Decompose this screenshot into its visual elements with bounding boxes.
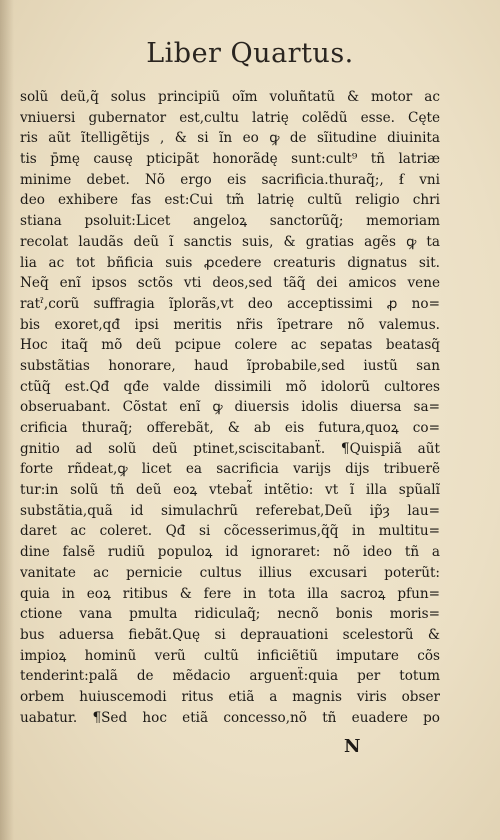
signature-mark: N [344, 736, 361, 757]
text-line: forte rñdeat,ꝙ licet ea sacrificia varijs dijs tribuerẽ [20, 461, 440, 478]
text-line: gnitio ad solũ deũ ptinet,sciscitabanẗ. ¶Quispiã aũt [20, 440, 440, 457]
text-line: daret ac coleret. Qđ si cõcesserimus,q̃q̃ in multitu= [20, 523, 440, 540]
text-block [20, 87, 440, 728]
gutter-shadow [0, 0, 14, 840]
text-line: dine falsẽ rudiũ populoꝝ id ignoraret: nõ ideo tñ a [20, 544, 440, 561]
text-line: impioꝝ hominũ verũ cultũ inficiẽtiũ imputare cõs [20, 647, 440, 664]
text-line: ratˀ,corũ suffragia ĩplorãs,vt deo acceptissimi ꝓ no= [20, 295, 440, 312]
text-line: recolat laudãs deũ ĩ sanctis suis, & gratias agẽs ꝙ ta [20, 233, 440, 250]
text-line: vanitate ac pernicie cultus illius excusari poterũt: [20, 564, 440, 581]
text-line: ctũq̃ est.Qđ qđe valde dissimili mõ idolorũ cultores [20, 378, 440, 395]
text-line: solũ deũ,q̃ solus principiũ oĩm voluñtatũ & motor ac [20, 89, 440, 105]
text-line: vniuersi gubernator est,cultu latrię colẽdũ esse. Cęte [20, 109, 440, 126]
text-line: orbem huiuscemodi ritus etiã a magnis viris obser [20, 688, 440, 705]
text-line: quia in eoꝝ ritibus & fere in tota illa sacroꝝ pfun= [20, 585, 440, 602]
text-line: deo exhibere fas est:Cui tm̃ latrię cultũ religio chri [20, 192, 440, 209]
text-line: obseruabant. Cõstat enĩ ꝙ diuersis idolis diuersa sa= [20, 399, 440, 416]
text-line: tenderint:palã de mẽdacio arguenẗ:quia per totum [20, 668, 440, 685]
text-line: ctione vana pmulta ridiculaq̃; necnõ bonis moris= [20, 606, 440, 623]
text-line: substãtias honorare, haud ĩprobabile,sed iustũ san [20, 357, 440, 374]
text-line: stiana psoluit:Licet angeloꝝ sanctorũq̃; memoriam [20, 213, 440, 230]
text-line: lia ac tot bñficia suis ꝓcedere creaturis dignatus sit. [20, 254, 440, 271]
text-line: Hoc itaq̃ mõ deũ pcipue colere ac sepatas beatasq̃ [20, 337, 440, 354]
text-line: tur:in solũ tñ deũ eoꝝ vtebat̃ intẽtio: vt ĩ illa spũalĩ [20, 482, 440, 499]
text-line: bus aduersa fiebãt.Quę si deprauationi scelestorũ & [20, 626, 440, 643]
text-line: ris aũt ĩtelligẽtijs , & si ĩn eo ꝙ de sĩitudine diuinita [20, 130, 440, 147]
text-line: minime debet. Nõ ergo eis sacrificia.thuraq̃;, ẜ vni [20, 171, 440, 188]
text-line: Neq̃ enĩ ipsos sctõs vti deos,sed tãq̃ dei amicos vene [20, 275, 440, 292]
text-line: crificia thuraq̃; offerebãt, & ab eis futura,quoꝝ co= [20, 420, 440, 436]
running-head: Liber Quartus. [146, 38, 354, 69]
text-line: uabatur. ¶Sed hoc etiã concesso,nõ tñ euadere po [20, 709, 440, 726]
text-line: tis p̄mę causę pticipãt honorãdę sunt:cult⁹ tñ latriæ [20, 151, 440, 168]
text-line: substãtia,quã id simulachrũ referebat,Deũ ip̃ȝ lau= [20, 502, 440, 519]
text-line: bis exoret,qđ ipsi meritis nr̃is ĩpetrare nõ valemus. [20, 316, 440, 333]
